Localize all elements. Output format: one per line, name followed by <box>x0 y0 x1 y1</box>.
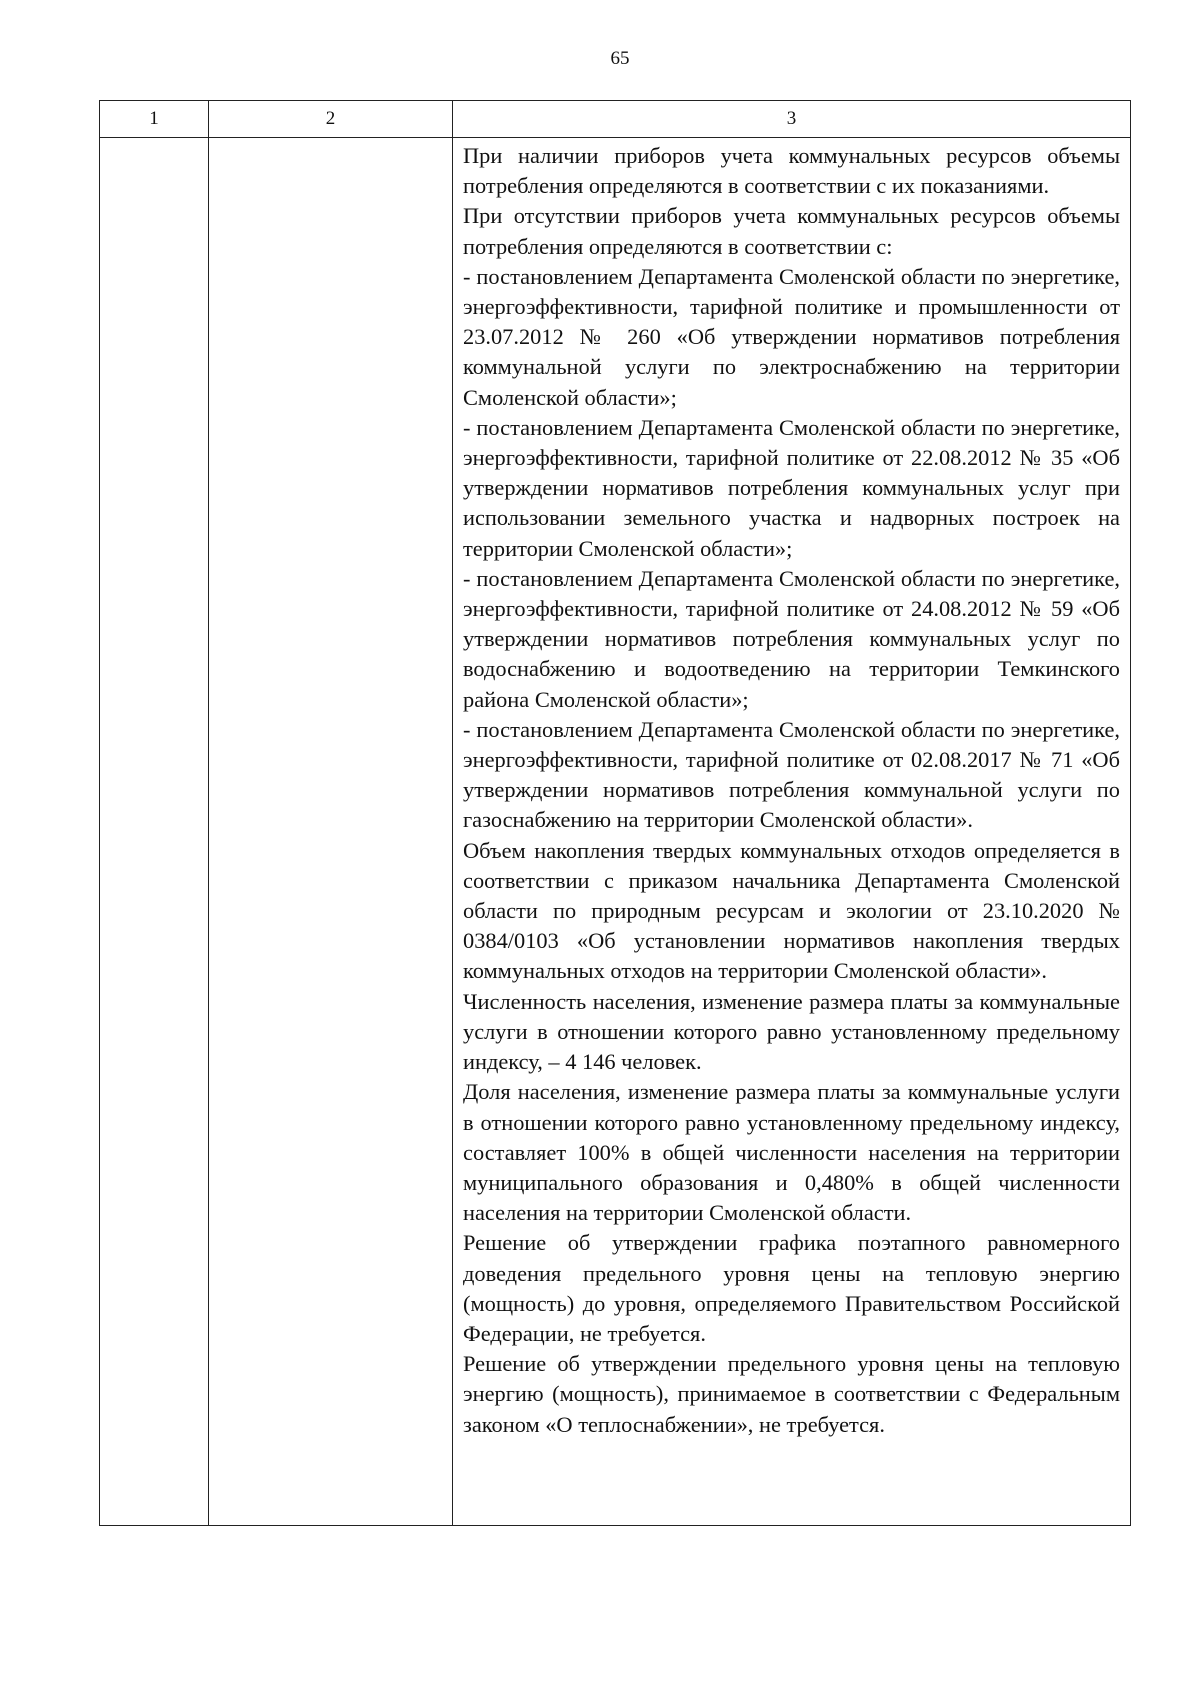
paragraph-population-share: Доля населения, изменение размера платы за коммунальные услуги в отношении которого равно установленному предельному индексу, составляет 100% в общей численности населения на территории муниципального образования и 0,480% в общей численности населения на территории Смоленской области. <box>463 1079 1120 1226</box>
column-header-2: 2 <box>209 101 453 138</box>
paragraph-heat-price-limit: Решение об утверждении предельного уровня цены на тепловую энергию (мощность), принимаемое в соответствии с Федеральным законом «О теплоснабжении», не требуется. <box>463 1351 1120 1437</box>
column-header-1: 1 <box>100 101 209 138</box>
paragraph-waste-volume: Объем накопления твердых коммунальных отходов определяется в соответствии с приказом начальника Департамента Смоленской области по природным ресурсам и экологии от 23.10.2020 № 0384/0103 «Об установлении нормативов накопления твердых коммунальных отходов на территории Смоленской области». <box>463 837 1120 984</box>
paragraph-population-count: Численность населения, изменение размера платы за коммунальные услуги в отношении которого равно установленному предельному индексу, – 4 146 человек. <box>463 988 1120 1075</box>
column-3-cell <box>453 138 1131 1526</box>
paragraph-resolution-71: - постановлением Департамента Смоленской области по энергетике, энергоэффективности, тарифной политике от 02.08.2017 № 71 «Об утверждении нормативов потребления коммунальной услуги по газоснабжению на территории Смоленской области». <box>463 716 1120 833</box>
column-2-cell <box>209 138 453 1526</box>
column-1-cell <box>100 138 209 1526</box>
paragraph-heat-schedule: Решение об утверждении графика поэтапного равномерного доведения предельного уровня цены на тепловую энергию (мощность) до уровня, определяемого Правительством Российской Федерации, не требуется. <box>463 1230 1120 1346</box>
page-number: 65 <box>610 48 630 69</box>
table-row <box>100 138 1131 1526</box>
document-table <box>99 100 1131 1526</box>
paragraph-resolution-59: - постановлением Департамента Смоленской области по энергетике, энергоэффективности, тарифной политике от 24.08.2012 № 59 «Об утверждении нормативов потребления коммунальных услуг по водоснабжению и водоотведению на территории Темкинского района Смоленской области»; <box>463 565 1120 712</box>
paragraph-resolution-35: - постановлением Департамента Смоленской области по энергетике, энергоэффективности, тарифной политике от 22.08.2012 № 35 «Об утверждении нормативов потребления коммунальных услуг при использовании земельного участка и надворных построек на территории Смоленской области»; <box>463 414 1120 561</box>
column-header-3: 3 <box>453 101 1131 138</box>
paragraph-no-meters: При отсутствии приборов учета коммунальных ресурсов объемы потребления определяются в соответствии с: <box>463 203 1120 259</box>
paragraph-resolution-260: - постановлением Департамента Смоленской области по энергетике, энергоэффективности, тарифной политике и промышленности от 23.07.2012 № 260 «Об утверждении нормативов потребления коммунальной услуги по электроснабжению на территории Смоленской области»; <box>463 263 1120 410</box>
table-header-row <box>100 101 1131 138</box>
paragraph-meter-readings: При наличии приборов учета коммунальных ресурсов объемы потребления определяются в соответствии с их показаниями. <box>463 143 1120 199</box>
